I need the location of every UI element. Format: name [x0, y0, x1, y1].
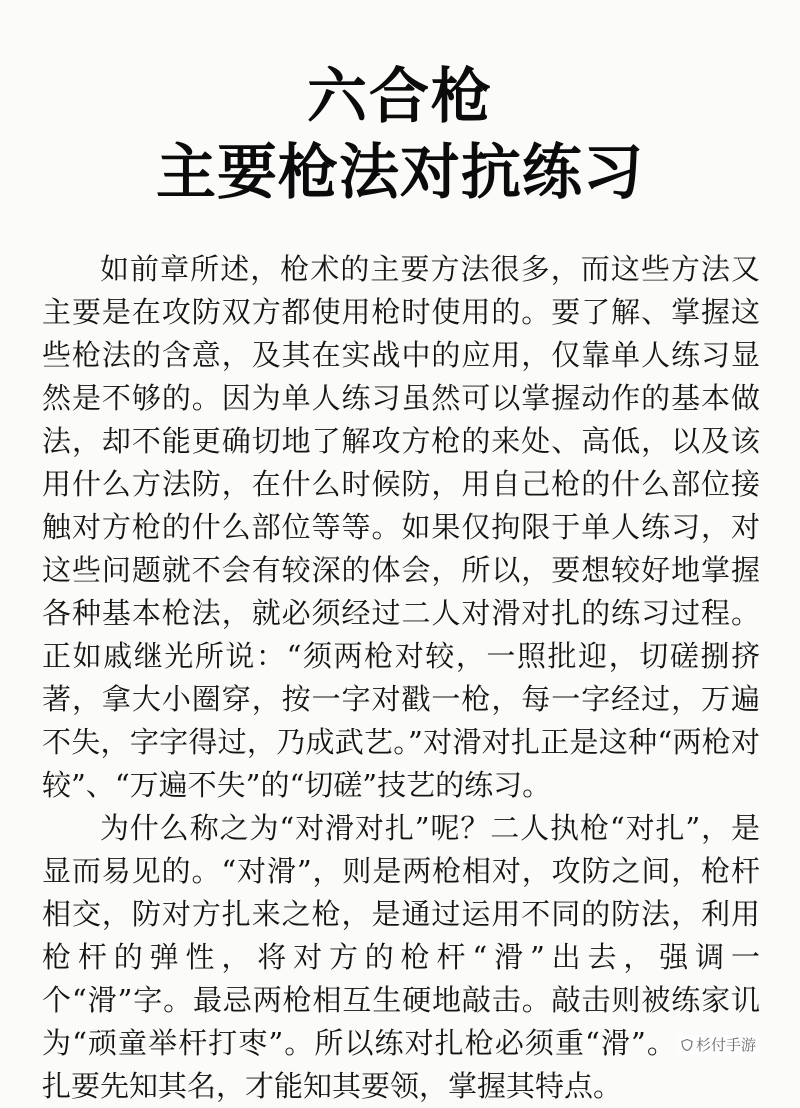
watermark-text: 杉付手游 [695, 1036, 756, 1054]
title-line-2: 主要枪法对抗练习 [156, 138, 644, 208]
paragraph-2-part-2: 扎要先知其名，才能知其要领，掌握其特点。 [42, 1069, 623, 1103]
title-line-1: 六合枪 [307, 62, 493, 132]
paragraph-1: 如前章所述，枪术的主要方法很多，而这些方法又主要是在攻防双方都使用枪时使用的。要了解、掌握这些枪法的含意，及其在实战中的应用，仅靠单人练习显然是不够的。因为单人练习虽然可以掌握动作的基本做法，却不能更确切地了解攻方枪的来处、高低，以及该用什么方法防，在什么时候防，用自己枪的什么部位接触对方枪的什么部位等等。如果仅拘限于单人练习，对这些问题就不会有较深的体会，所以，要想较好地掌握各种基本枪法，就必须经过二人对滑对扎的练习过程。正如戚继光所说：“须两枪对较，一照批迎，切磋捌挤著，拿大小圈穿，按一字对戳一枪，每一字经过，万遍不失，字字得过，乃成武艺。”对滑对扎正是这种“两枪对较”、“万遍不失”的“切磋”技艺的练习。 [42, 252, 760, 802]
paragraph-2-part-1: 为什么称之为“对滑对扎”呢？二人执枪“对扎”，是显而易见的。“对滑”，则是两枪相对，攻防之间，枪杆相交，防对方扎来之枪，是通过运用不同的防法，利用枪杆的弹性，将对方的枪杆“滑”出去，强调一个“滑”字。最忌两枪相互生硬地敲击。敲击则被练家讥为“顽童举杆打枣”。所以练对扎枪必须重“滑”。 [42, 811, 760, 1060]
watermark [677, 1035, 760, 1055]
paragraph-2 [42, 807, 760, 1108]
body-text [42, 248, 760, 1108]
shield-icon [681, 1039, 693, 1051]
